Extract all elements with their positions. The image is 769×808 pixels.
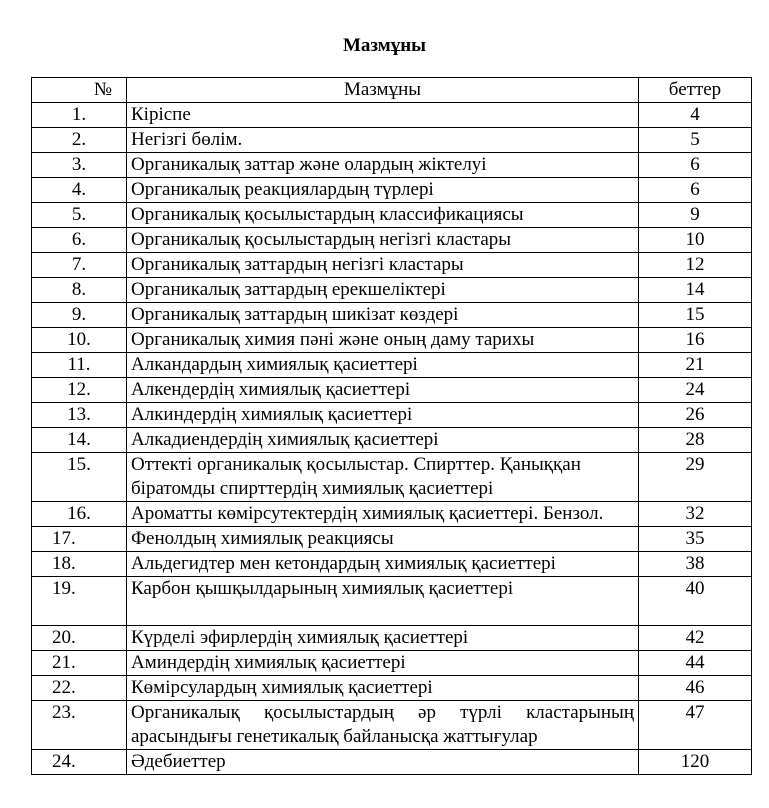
table-row <box>32 453 752 502</box>
table-row <box>32 203 752 228</box>
table-row <box>32 676 752 701</box>
table-row <box>32 153 752 178</box>
row-number: 10. <box>32 328 127 353</box>
table-row <box>32 701 752 750</box>
table-row <box>32 750 752 775</box>
table-row <box>32 353 752 378</box>
table-row <box>32 253 752 278</box>
row-title: Алкиндердің химиялық қасиеттері <box>127 403 639 428</box>
table-row <box>32 228 752 253</box>
row-title: Органикалық қосылыстардың әр түрлі кластарының арасындығы генетикалық байланысқа жаттығулар <box>127 701 639 750</box>
row-page: 35 <box>639 527 752 552</box>
header-pages: беттер <box>639 78 752 103</box>
header-number: № <box>32 78 127 103</box>
row-page: 6 <box>639 153 752 178</box>
row-title: Карбон қышқылдарының химиялық қасиеттері <box>127 577 639 626</box>
row-number: 9. <box>32 303 127 328</box>
row-page: 26 <box>639 403 752 428</box>
row-page: 21 <box>639 353 752 378</box>
table-header-row <box>32 78 752 103</box>
header-content: Мазмұны <box>127 78 639 103</box>
row-title: Органикалық қосылыстардың негізгі кластары <box>127 228 639 253</box>
row-page: 46 <box>639 676 752 701</box>
table-row <box>32 378 752 403</box>
table-row <box>32 303 752 328</box>
row-number: 22. <box>32 676 127 701</box>
row-page: 42 <box>639 626 752 651</box>
row-number: 18. <box>32 552 127 577</box>
row-number: 23. <box>32 701 127 750</box>
row-page: 16 <box>639 328 752 353</box>
row-title: Органикалық заттардың шикізат көздері <box>127 303 639 328</box>
row-number: 1. <box>32 103 127 128</box>
row-number: 7. <box>32 253 127 278</box>
table-row <box>32 278 752 303</box>
row-number: 16. <box>32 502 127 527</box>
row-title: Оттекті органикалық қосылыстар. Спирттер. Қаныққан біратомды спирттердің химиялық қасиеттері <box>127 453 639 502</box>
row-title: Алкендердің химиялық қасиеттері <box>127 378 639 403</box>
table-row <box>32 328 752 353</box>
row-title: Негізгі бөлім. <box>127 128 639 153</box>
row-page: 4 <box>639 103 752 128</box>
table-row <box>32 626 752 651</box>
row-title: Органикалық қосылыстардың классификациясы <box>127 203 639 228</box>
row-number: 3. <box>32 153 127 178</box>
row-page: 40 <box>639 577 752 626</box>
row-number: 13. <box>32 403 127 428</box>
row-title: Органикалық заттар және олардың жіктелуі <box>127 153 639 178</box>
row-title: Әдебиеттер <box>127 750 639 775</box>
table-row <box>32 428 752 453</box>
row-page: 24 <box>639 378 752 403</box>
row-page: 12 <box>639 253 752 278</box>
row-title: Күрделі эфирлердің химиялық қасиеттері <box>127 626 639 651</box>
row-page: 38 <box>639 552 752 577</box>
row-title: Фенолдың химиялық реакциясы <box>127 527 639 552</box>
row-page: 47 <box>639 701 752 750</box>
row-title: Аминдердің химиялық қасиеттері <box>127 651 639 676</box>
table-row <box>32 552 752 577</box>
row-page: 28 <box>639 428 752 453</box>
row-page: 29 <box>639 453 752 502</box>
row-number: 17. <box>32 527 127 552</box>
row-title: Кіріспе <box>127 103 639 128</box>
row-page: 120 <box>639 750 752 775</box>
table-row <box>32 527 752 552</box>
contents-table <box>31 77 752 775</box>
row-page: 32 <box>639 502 752 527</box>
row-title: Альдегидтер мен кетондардың химиялық қасиеттері <box>127 552 639 577</box>
row-page: 15 <box>639 303 752 328</box>
row-number: 12. <box>32 378 127 403</box>
row-number: 6. <box>32 228 127 253</box>
row-title: Органикалық реакциялардың түрлері <box>127 178 639 203</box>
row-page: 14 <box>639 278 752 303</box>
row-number: 4. <box>32 178 127 203</box>
row-number: 11. <box>32 353 127 378</box>
row-number: 5. <box>32 203 127 228</box>
row-page: 5 <box>639 128 752 153</box>
row-number: 24. <box>32 750 127 775</box>
row-number: 14. <box>32 428 127 453</box>
page-title: Мазмұны <box>342 35 427 56</box>
table-row <box>32 403 752 428</box>
row-page: 6 <box>639 178 752 203</box>
table-row <box>32 577 752 626</box>
row-page: 9 <box>639 203 752 228</box>
row-number: 19. <box>32 577 127 626</box>
row-title: Органикалық химия пәні және оның даму тарихы <box>127 328 639 353</box>
table-row <box>32 178 752 203</box>
table-row <box>32 651 752 676</box>
row-number: 20. <box>32 626 127 651</box>
row-title: Ароматты көмірсутектердің химиялық қасиеттері. Бензол. <box>127 502 639 527</box>
row-number: 2. <box>32 128 127 153</box>
row-title: Көмірсулардың химиялық қасиеттері <box>127 676 639 701</box>
row-number: 15. <box>32 453 127 502</box>
row-title: Алкандардың химиялық қасиеттері <box>127 353 639 378</box>
row-page: 10 <box>639 228 752 253</box>
row-number: 8. <box>32 278 127 303</box>
table-row <box>32 128 752 153</box>
row-number: 21. <box>32 651 127 676</box>
row-title: Алкадиендердің химиялық қасиеттері <box>127 428 639 453</box>
row-title: Органикалық заттардың ерекшеліктері <box>127 278 639 303</box>
table-row <box>32 502 752 527</box>
row-title: Органикалық заттардың негізгі кластары <box>127 253 639 278</box>
table-row <box>32 103 752 128</box>
row-page: 44 <box>639 651 752 676</box>
